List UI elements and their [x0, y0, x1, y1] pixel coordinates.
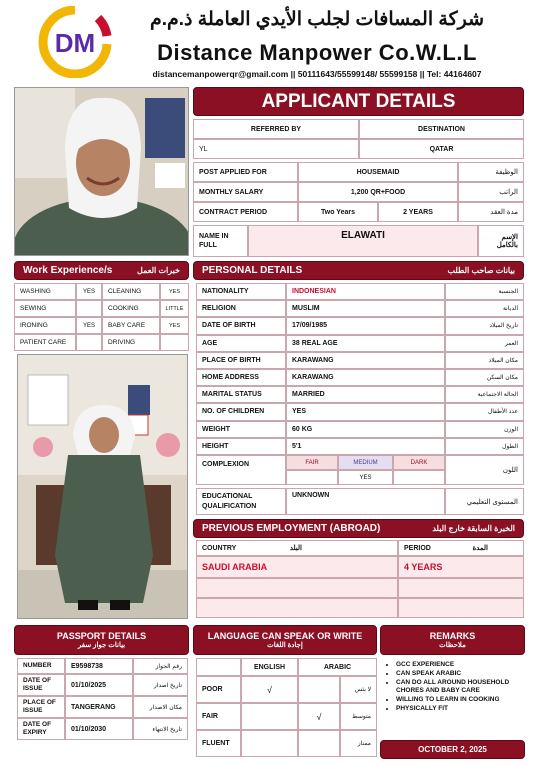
- previous-empty-row-1-country: [196, 578, 398, 598]
- previous-employment-title-arabic: الخبرة السابقة خارج البلد: [432, 524, 515, 533]
- salary-label: MONTHLY SALARY: [193, 182, 298, 202]
- previous-employment-header: [193, 519, 524, 538]
- personal-value: YES: [286, 403, 445, 420]
- passport-label: DATE OF EXPIRY: [17, 718, 65, 740]
- post-value: HOUSEMAID: [298, 162, 458, 182]
- post-label: POST APPLIED FOR: [193, 162, 298, 182]
- personal-label: HEIGHT: [196, 438, 286, 455]
- personal-label: PLACE OF BIRTH: [196, 352, 286, 369]
- language-corner: [196, 658, 241, 676]
- personal-label-arabic: مكان الميلاد: [445, 352, 524, 369]
- language-level-arabic: لا بئس: [340, 676, 377, 703]
- contract-label: CONTRACT PERIOD: [193, 202, 298, 222]
- remark-item: • CAN DO ALL AROUND HOUSEHOLD CHORES AND BABY CARE: [396, 679, 524, 697]
- personal-value: INDONESIAN: [286, 283, 445, 300]
- personal-label-arabic: الوزن: [445, 421, 524, 438]
- personal-value: 17/09/1985: [286, 317, 445, 334]
- language-header: [193, 625, 377, 655]
- document-date-text: OCTOBER 2, 2025: [418, 745, 487, 754]
- remark-item: • CAN SPEAK ARABIC: [396, 670, 524, 679]
- personal-label: HOME ADDRESS: [196, 369, 286, 386]
- passport-title: PASSPORT DETAILS: [56, 631, 147, 641]
- company-name-arabic: شركة المسافات لجلب الأيدي العاملة ذ.م.م: [149, 9, 485, 30]
- personal-label-arabic: الديانة: [445, 300, 524, 317]
- remark-item: • PHYSICALLY FIT: [396, 705, 524, 714]
- salary-value: 1,200 QR+FOOD: [298, 182, 458, 202]
- work-skill-value: [160, 334, 189, 351]
- referred-by-value: YL: [193, 139, 359, 159]
- country-label: [196, 540, 398, 556]
- work-skill-label: SEWING: [14, 300, 76, 317]
- passport-label-arabic: تاريخ الانتهاء: [133, 718, 188, 740]
- work-skill-value: LITTLE: [160, 300, 189, 317]
- work-experience-title: Work Experience/s: [23, 265, 113, 276]
- work-skill-value: YES: [76, 283, 102, 300]
- language-col-arabic: ARABIC: [298, 658, 377, 676]
- previous-country-value: [196, 556, 398, 578]
- period-label-text: PERIOD: [404, 544, 431, 552]
- personal-label-arabic: مكان السكن: [445, 369, 524, 386]
- personal-value: 60 KG: [286, 421, 445, 438]
- education-label: [196, 488, 286, 515]
- passport-label-arabic: تاريخ اصدار: [133, 674, 188, 696]
- work-skill-value: YES: [160, 317, 189, 334]
- complexion-label: COMPLEXION: [196, 455, 286, 485]
- previous-empty-row-2-period: [398, 598, 524, 618]
- name-label-text: NAME IN FULL: [199, 232, 229, 249]
- personal-value: MARRIED: [286, 386, 445, 403]
- personal-details-title: PERSONAL DETAILS: [202, 265, 303, 276]
- page-title: [193, 87, 524, 116]
- personal-value: MUSLIM: [286, 300, 445, 317]
- personal-label: AGE: [196, 335, 286, 352]
- name-label: [193, 225, 248, 257]
- language-english-mark: [241, 703, 298, 730]
- personal-label-arabic: الحالة الاجتماعية: [445, 386, 524, 403]
- passport-value: 01/10/2030: [65, 718, 133, 740]
- language-english-mark: [241, 730, 298, 757]
- applicant-full-photo: [17, 354, 188, 619]
- remark-item: • GCC EXPERIENCE: [396, 661, 524, 670]
- work-skill-label: WASHING: [14, 283, 76, 300]
- period-label: [398, 540, 524, 556]
- language-title: LANGUAGE CAN SPEAK OR WRITE: [207, 631, 363, 641]
- previous-employment-title: PREVIOUS EMPLOYMENT (ABROAD): [202, 523, 381, 534]
- passport-label: DATE OF ISSUE: [17, 674, 65, 696]
- language-level-label: FAIR: [196, 703, 241, 730]
- work-skill-value: YES: [76, 317, 102, 334]
- personal-value: 5'1: [286, 438, 445, 455]
- complexion-option-dark: DARK: [393, 455, 445, 470]
- destination-label: DESTINATION: [359, 119, 524, 139]
- passport-value: E9598738: [65, 658, 133, 674]
- work-skill-value: YES: [160, 283, 189, 300]
- work-skill-label: IRONING: [14, 317, 76, 334]
- country-label-text: COUNTRY: [202, 544, 237, 552]
- contract-value: Two Years: [298, 202, 378, 222]
- personal-label: WEIGHT: [196, 421, 286, 438]
- complexion-option-medium: MEDIUM: [338, 455, 393, 470]
- passport-value: TANGERANG: [65, 696, 133, 718]
- language-level-label: FLUENT: [196, 730, 241, 757]
- work-skill-label: BABY CARE: [102, 317, 160, 334]
- work-skill-label: PATIENT CARE: [14, 334, 76, 351]
- period-label-arabic: المدة: [472, 545, 488, 552]
- name-label-arabic: [478, 225, 524, 257]
- personal-details-header: [193, 261, 524, 280]
- passport-label: PLACE OF ISSUE: [17, 696, 65, 718]
- passport-label: NUMBER: [17, 658, 65, 674]
- language-arabic-mark: [298, 676, 340, 703]
- work-skill-label: COOKING: [102, 300, 160, 317]
- name-value-text: ELAWATI: [341, 230, 385, 241]
- document-date: [380, 740, 525, 759]
- company-name: Distance Manpower Co.W.L.L: [157, 40, 477, 65]
- personal-value: KARAWANG: [286, 369, 445, 386]
- personal-value: 38 REAL AGE: [286, 335, 445, 352]
- language-level-arabic: ممتاز: [340, 730, 377, 757]
- applicant-photo: [14, 87, 189, 256]
- work-skill-label: DRIVING: [102, 334, 160, 351]
- page-title-text: APPLICANT DETAILS: [261, 90, 456, 112]
- passport-title-arabic: بيانات جواز سفر: [77, 642, 126, 649]
- contact-line: distancemanpowerqr@gmail.com || 50111643/55599148/ 55599158 || Tel: 44164607: [152, 69, 482, 79]
- remarks-list: [384, 661, 524, 714]
- previous-empty-row-1-period: [398, 578, 524, 598]
- language-english-mark: √: [241, 676, 298, 703]
- personal-label: NO. OF CHILDREN: [196, 403, 286, 420]
- personal-label: RELIGION: [196, 300, 286, 317]
- language-col-english: ENGLISH: [241, 658, 298, 676]
- country-label-arabic: البلد: [289, 545, 302, 552]
- passport-label-arabic: رقم الجواز: [133, 658, 188, 674]
- complexion-option-fair: FAIR: [286, 455, 338, 470]
- passport-label-arabic: مكان الاصدار: [133, 696, 188, 718]
- previous-country-text: SAUDI ARABIA: [202, 562, 268, 572]
- personal-label-arabic: العمر: [445, 335, 524, 352]
- language-title-arabic: إجادة اللغات: [267, 642, 303, 649]
- personal-label: DATE OF BIRTH: [196, 317, 286, 334]
- svg-text:DM: DM: [54, 28, 96, 58]
- post-label-arabic: الوظيفة: [458, 162, 524, 182]
- referred-by-label: REFERRED BY: [193, 119, 359, 139]
- remarks-title-arabic: ملاحظات: [439, 642, 466, 649]
- education-label-text: EDUCATIONAL QUALIFICATION: [202, 493, 257, 510]
- previous-empty-row-2-country: [196, 598, 398, 618]
- remark-item: • WILLING TO LEARN IN COOKING: [396, 696, 524, 705]
- work-experience-title-arabic: خبرات العمل: [137, 266, 180, 275]
- education-label-arabic: المستوى التعليمي: [445, 488, 524, 515]
- passport-value: 01/10/2025: [65, 674, 133, 696]
- previous-period-value: [398, 556, 524, 578]
- name-value: [248, 225, 478, 257]
- personal-label-arabic: عدد الأطفال: [445, 403, 524, 420]
- contract-label-arabic: مدة العقد: [458, 202, 524, 222]
- language-arabic-mark: √: [298, 703, 340, 730]
- complexion-label-arabic: اللون: [445, 455, 524, 485]
- remarks-header: [380, 625, 525, 655]
- salary-label-arabic: الراتب: [458, 182, 524, 202]
- personal-label-arabic: تاريخ الميلاد: [445, 317, 524, 334]
- passport-header: [14, 625, 189, 655]
- previous-period-text: 4 YEARS: [404, 562, 443, 572]
- personal-label: NATIONALITY: [196, 283, 286, 300]
- personal-label-arabic: الطول: [445, 438, 524, 455]
- work-skill-value: [76, 300, 102, 317]
- personal-value: KARAWANG: [286, 352, 445, 369]
- personal-details-title-arabic: بيانات صاحب الطلب: [447, 266, 515, 275]
- remarks-title: REMARKS: [429, 631, 476, 641]
- complexion-spacer-a: [286, 470, 338, 485]
- name-label-arabic-text: الإسم بالكامل: [496, 234, 518, 249]
- contract-value-years: 2 YEARS: [378, 202, 458, 222]
- education-value: UNKNOWN: [286, 488, 445, 515]
- complexion-spacer-b: [393, 470, 445, 485]
- destination-value: QATAR: [359, 139, 524, 159]
- personal-label-arabic: الجنسية: [445, 283, 524, 300]
- language-level-label: POOR: [196, 676, 241, 703]
- company-logo: [36, 6, 114, 78]
- language-level-arabic: متوسط: [340, 703, 377, 730]
- language-arabic-mark: [298, 730, 340, 757]
- work-experience-header: [14, 261, 189, 280]
- complexion-mark: YES: [338, 470, 393, 485]
- personal-label: MARITAL STATUS: [196, 386, 286, 403]
- work-skill-label: CLEANING: [102, 283, 160, 300]
- work-skill-value: [76, 334, 102, 351]
